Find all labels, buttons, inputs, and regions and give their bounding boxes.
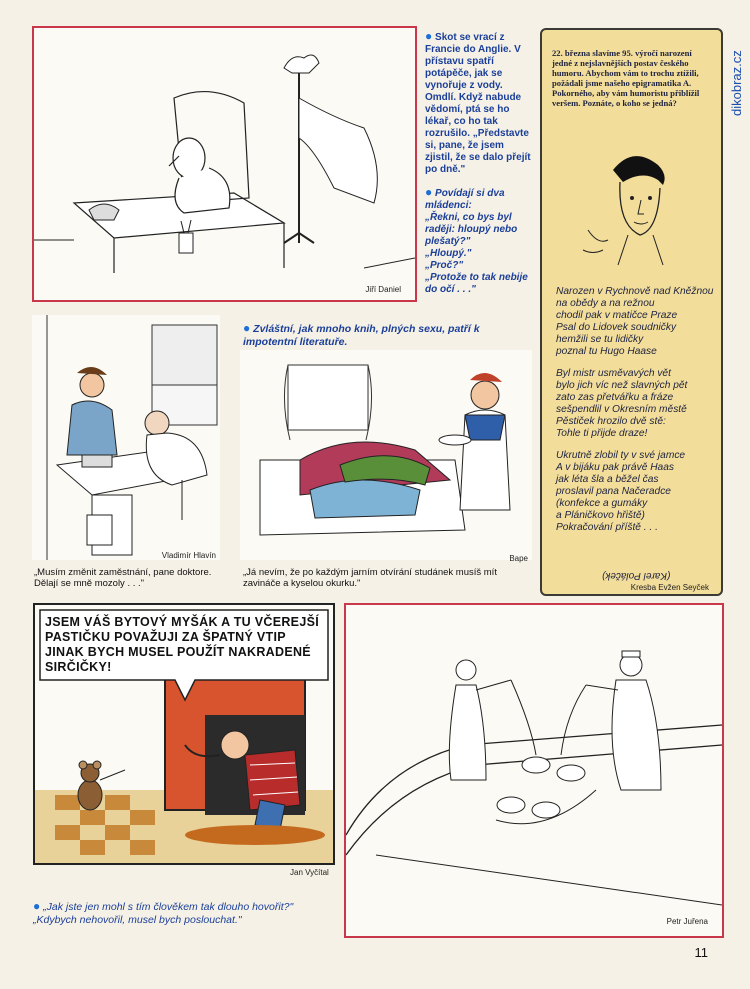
poem-line: jak léta šla a běžel čas <box>556 474 659 485</box>
sidebar-poem-box <box>540 28 723 596</box>
cartoon-hlavin-illustration <box>32 315 220 560</box>
portrait-illustration <box>558 140 708 280</box>
joke-column <box>425 30 531 306</box>
bullet-icon: ● <box>33 899 41 913</box>
cartoon-hlavin <box>32 315 220 560</box>
poem-line: sešpendlil v Okresním městě <box>556 404 687 415</box>
credit-seycek: Kresba Evžen Seyček <box>630 583 709 592</box>
cartoon-frame-jurena <box>344 603 724 938</box>
joke-bald-line: „Proč?" <box>425 260 464 271</box>
caption-hlavin: „Musím změnit zaměstnání, pane doktore. Dělají se mně mozoly . . ." <box>34 567 212 589</box>
credit-daniel: Jiří Daniel <box>365 285 401 294</box>
joke-bald-line: „Hloupý." <box>425 248 472 259</box>
poem-line: Narozen v Rychnově nad Kněžnou <box>556 286 714 297</box>
joke-bald-line: „Řekni, co bys byl raději: hloupý nebo plešatý?" <box>425 212 518 247</box>
cartoon-vycital <box>33 603 335 865</box>
page-number: 11 <box>694 945 708 960</box>
poem-line: na obědy a na režnou <box>556 298 655 309</box>
cartoon-jurena-illustration <box>346 605 722 936</box>
bullet-icon: ● <box>425 29 433 43</box>
watermark: dikobraz.cz <box>729 50 744 116</box>
cartoon-bape <box>240 350 532 563</box>
bullet-icon: ● <box>243 321 251 335</box>
joke-bald <box>425 186 531 296</box>
joke-conversation-line1: „Jak jste jen mohl s tím člověkem tak dlouho hovořit?" <box>43 901 294 913</box>
poem-line: a Pláničkovo hřiště) <box>556 510 645 521</box>
credit-vycital: Jan Vyčítal <box>290 868 329 877</box>
sidebar-intro: 22. března slavíme 95. výročí narození jedné z nejslavnějších postav českého humoru. Abychom vám to trochu ztížili, požádali jsme našeho epigramatika A. Pokorného, aby vám humoristu přiblížil veršem. Poznáte, o koho se jedná? <box>552 48 700 108</box>
caption-bape: „Já nevím, že po každým jarním otvírání studánek musíš mít zavináče a kyselou okurku." <box>243 567 497 589</box>
poem-line: Pokračování příště . . . <box>556 522 658 533</box>
poem <box>556 286 721 534</box>
answer-upside-down: (Karel Poláček) <box>602 570 671 581</box>
poem-stanza <box>556 368 721 440</box>
joke-conversation-line2: „Kdybych nehovořil, musel bych poslouchat." <box>33 914 242 926</box>
poem-line: hemžili se tu lidičky <box>556 334 644 345</box>
cartoon-frame-top <box>32 26 417 302</box>
poem-line: chodil pak v matičce Praze <box>556 310 678 321</box>
credit-bape: Bape <box>509 554 528 563</box>
headline-books-text: Zvláštní, jak mnoho knih, plných sexu, patří k impotentní literatuře. <box>243 323 480 348</box>
cartoon-daniel-illustration <box>34 28 415 300</box>
speech-bubble-text: JSEM VÁŠ BYTOVÝ MYŠÁK A TU VČEREJŠÍ PASTIČKU POVAŽUJI ZA ŠPATNÝ VTIP JINAK BYCH MUSEL POUŽÍT NAKRADENÉ SIRČIČKY! <box>45 615 319 674</box>
credit-jurena: Petr Juřena <box>666 917 708 926</box>
poem-line: Tohle ti přijde draze! <box>556 428 648 439</box>
bullet-icon: ● <box>425 185 433 199</box>
poem-stanza <box>556 450 721 534</box>
poem-line: Byl mistr usměvavých vět <box>556 368 671 379</box>
poem-line: A v bijáku pak právě Haas <box>556 462 674 473</box>
joke-scot-text: Skot se vrací z Francie do Anglie. V přístavu spatří potápěče, jak se vynořuje z vody. Omdlí. Když nabude vědomí, ptá se ho lékař, co ho tak rozrušilo. „Představte si, pane, že jsem zjistil, že se dalo přejít po dně." <box>425 32 531 175</box>
poem-line: proslavil pana Načeradce <box>556 486 671 497</box>
poem-line: zato zas přetvářku a fráze <box>556 392 674 403</box>
joke-conversation <box>33 900 333 927</box>
poem-line: Ukrutně zlobil ty v své jamce <box>556 450 686 461</box>
poem-line: bylo jich víc než slavných pět <box>556 380 688 391</box>
poem-line: poznal tu Hugo Haase <box>556 346 657 357</box>
poem-line: Pěstiček hrozilo dvě stě: <box>556 416 666 427</box>
poem-stanza <box>556 286 721 358</box>
joke-bald-intro: Povídají si dva mládenci: <box>425 188 505 211</box>
joke-bald-line: „Protože to tak nebije do očí . . ." <box>425 272 528 295</box>
poem-line: Psal do Lidovek soudničky <box>556 322 677 333</box>
joke-scot <box>425 30 531 176</box>
poem-line: (konfekce a gumáky <box>556 498 648 509</box>
credit-hlavin: Vladimír Hlavín <box>161 551 216 560</box>
headline-books <box>243 322 533 349</box>
cartoon-bape-illustration <box>240 350 532 560</box>
